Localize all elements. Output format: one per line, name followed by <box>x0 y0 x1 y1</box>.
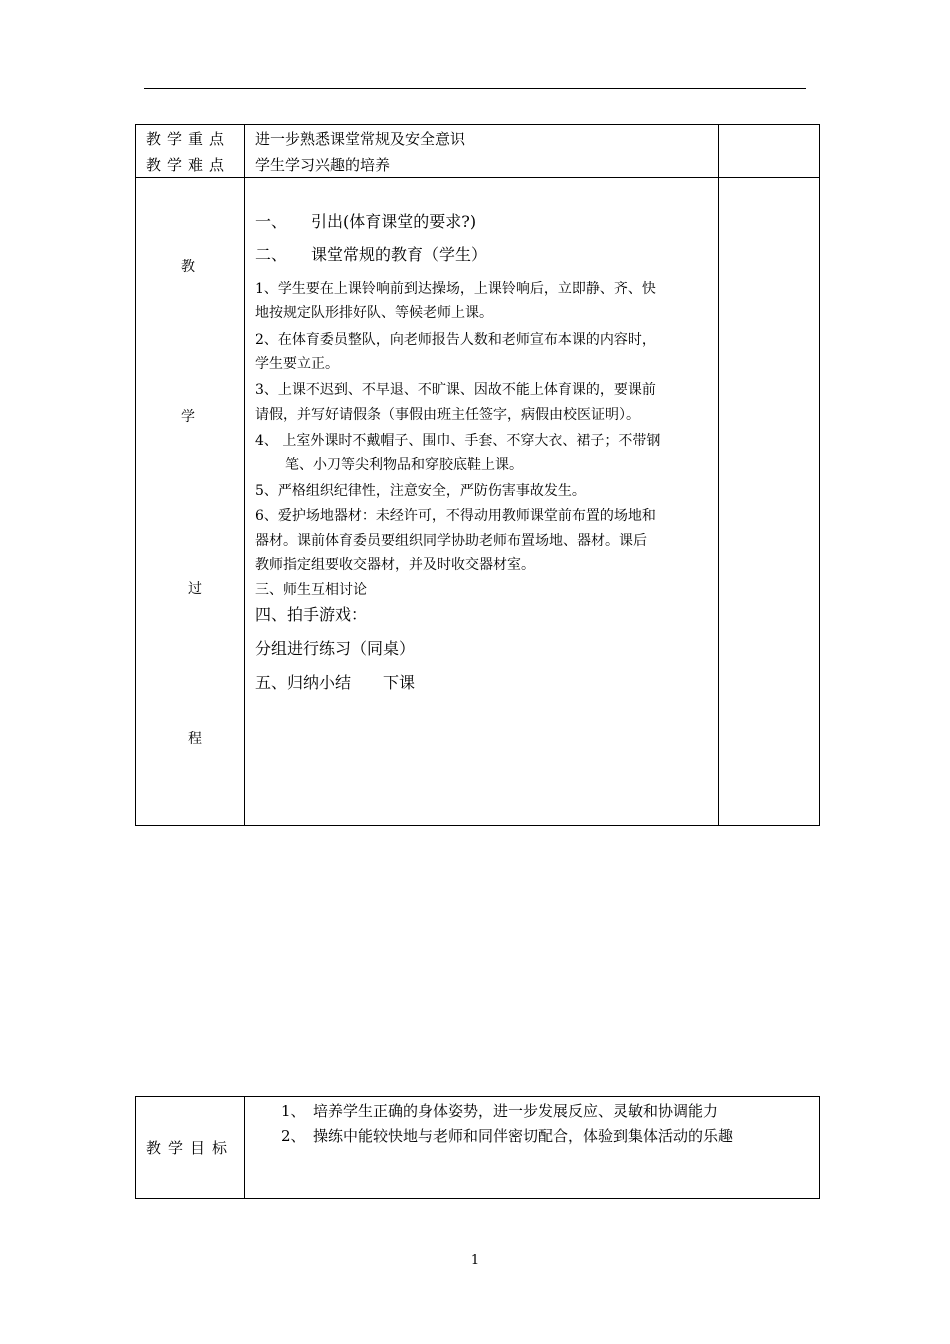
difficulty-value: 学生学习兴趣的培养 <box>255 156 391 174</box>
teaching-goals-table <box>135 1096 820 1199</box>
process-content-cell <box>245 178 719 826</box>
process-line: 教师指定组要收交器材，并及时收交器材室。 <box>255 557 535 573</box>
page-number: 1 <box>470 1253 480 1268</box>
process-line: 请假，并写好请假条（事假由班主任签字，病假由校医证明）。 <box>255 407 640 423</box>
process-label-cell <box>136 178 245 826</box>
process-line: 笔、小刀等尖利物品和穿胶底鞋上课。 <box>285 457 523 473</box>
process-line: 三、师生互相讨论 <box>255 582 367 598</box>
header-rule <box>144 88 806 89</box>
process-label-char: 学 <box>181 409 195 425</box>
process-line: 学生要立正。 <box>255 356 339 372</box>
process-line: 器材。课前体育委员要组织同学协助老师布置场地、器材。课后 <box>255 533 647 549</box>
process-line: 地按规定队形排好队、等候老师上课。 <box>255 305 493 321</box>
process-label-char: 程 <box>188 731 202 747</box>
process-line: 分组进行练习（同桌） <box>255 639 416 658</box>
focus-label: 教学重点 <box>146 130 231 148</box>
goals-content <box>245 1097 820 1199</box>
focus-value: 进一步熟悉课堂常规及安全意识 <box>255 130 466 148</box>
goal-item: 1、 培养学生正确的身体姿势，进一步发展反应、灵敏和协调能力 <box>281 1102 719 1120</box>
process-line: 6、爱护场地器材：未经许可，不得动用教师课堂前布置的场地和 <box>255 508 656 524</box>
process-line: 5、严格组织纪律性，注意安全，严防伤害事故发生。 <box>255 483 586 499</box>
difficulty-label: 教学难点 <box>146 156 231 174</box>
focus-difficulty-labels <box>136 125 245 178</box>
process-line: 四、拍手游戏： <box>255 605 368 624</box>
process-line: 一、 引出(体育课堂的要求?) <box>255 212 477 231</box>
notes-cell <box>719 125 820 178</box>
goals-label: 教学目标 <box>136 1097 245 1199</box>
process-line: 二、 课堂常规的教育（学生） <box>255 245 488 264</box>
lesson-process-table <box>135 124 820 826</box>
goal-item: 2、 操练中能较快地与老师和同伴密切配合，体验到集体活动的乐趣 <box>281 1127 734 1145</box>
process-line: 4、 上室外课时不戴帽子、围巾、手套、不穿大衣、裙子；不带钢 <box>255 433 661 449</box>
process-label-char: 过 <box>188 581 202 597</box>
process-line: 1、学生要在上课铃响前到达操场，上课铃响后，立即静、齐、快 <box>255 281 656 297</box>
notes-cell <box>719 178 820 826</box>
focus-difficulty-values <box>245 125 719 178</box>
process-label-char: 教 <box>181 259 195 275</box>
process-line: 2、在体育委员整队，向老师报告人数和老师宣布本课的内容时， <box>255 332 656 348</box>
process-line: 五、归纳小结 下课 <box>255 673 416 692</box>
process-line: 3、上课不迟到、不早退、不旷课、因故不能上体育课的，要课前 <box>255 382 656 398</box>
